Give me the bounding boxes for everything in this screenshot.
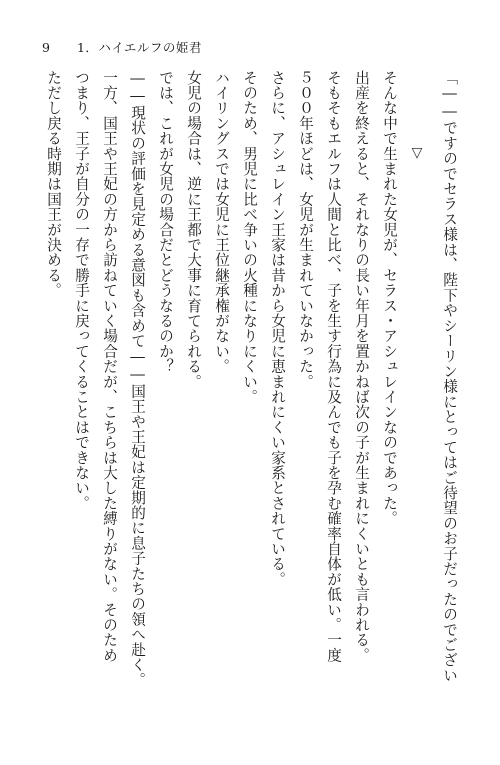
text-line-1: ただし戻る時期は国王が決める。 — [45, 70, 62, 298]
text-line-11: そもそもエルフは人間と比べ、子を生す行為に及んでも子を孕む確率自体が低い。一度 — [325, 70, 342, 663]
text-line-10: ５００年ほどは、女児が生まれていなかった。 — [297, 70, 314, 390]
text-line-4: ――現状の評価を見定める意図も含めて――国王や王妃は定期的に息子たちの領へ赴く。 — [129, 70, 146, 688]
text-line-13: そんな中で生まれた女児が、セラス・アシュレインなのであった。 — [381, 70, 398, 526]
text-line-5: では、これが女児の場合だとどうなるのか？ — [157, 70, 174, 374]
text-line-8: そのため、男児に比べ争いの火種になりにくい。 — [241, 70, 258, 405]
text-line-15: 「――ですのでセラス様は、陛下やシーリン様にとってはご待望のお子だったのでござい — [441, 70, 458, 683]
chapter-title: 1．ハイエルフの姫君 — [76, 40, 202, 55]
text-line-9: さらに、アシュレイン王家は昔から女児に恵まれにくい家系とされている。 — [269, 70, 286, 587]
text-line-6: 女児の場合は、逆に王都で大事に育てられる。 — [185, 70, 202, 390]
text-line-3: 一方、国王や王妃の方から訪ねていく場合だが、こちらは大した縛りがない。そのため — [101, 70, 118, 663]
text-line-7: ハイリングスでは女児に王位継承権がない。 — [213, 70, 230, 374]
text-line-12: 出産を終えると、それなりの長い年月を置かねば次の子が生まれにくいとも言われる。 — [353, 70, 370, 663]
running-header — [42, 38, 202, 56]
text-line-2: つまり、王子が自分の一存で勝手に戻ってくることはできない。 — [73, 70, 90, 511]
page-number: 9 — [42, 40, 51, 55]
section-break-triangle: ▽ — [409, 145, 425, 162]
